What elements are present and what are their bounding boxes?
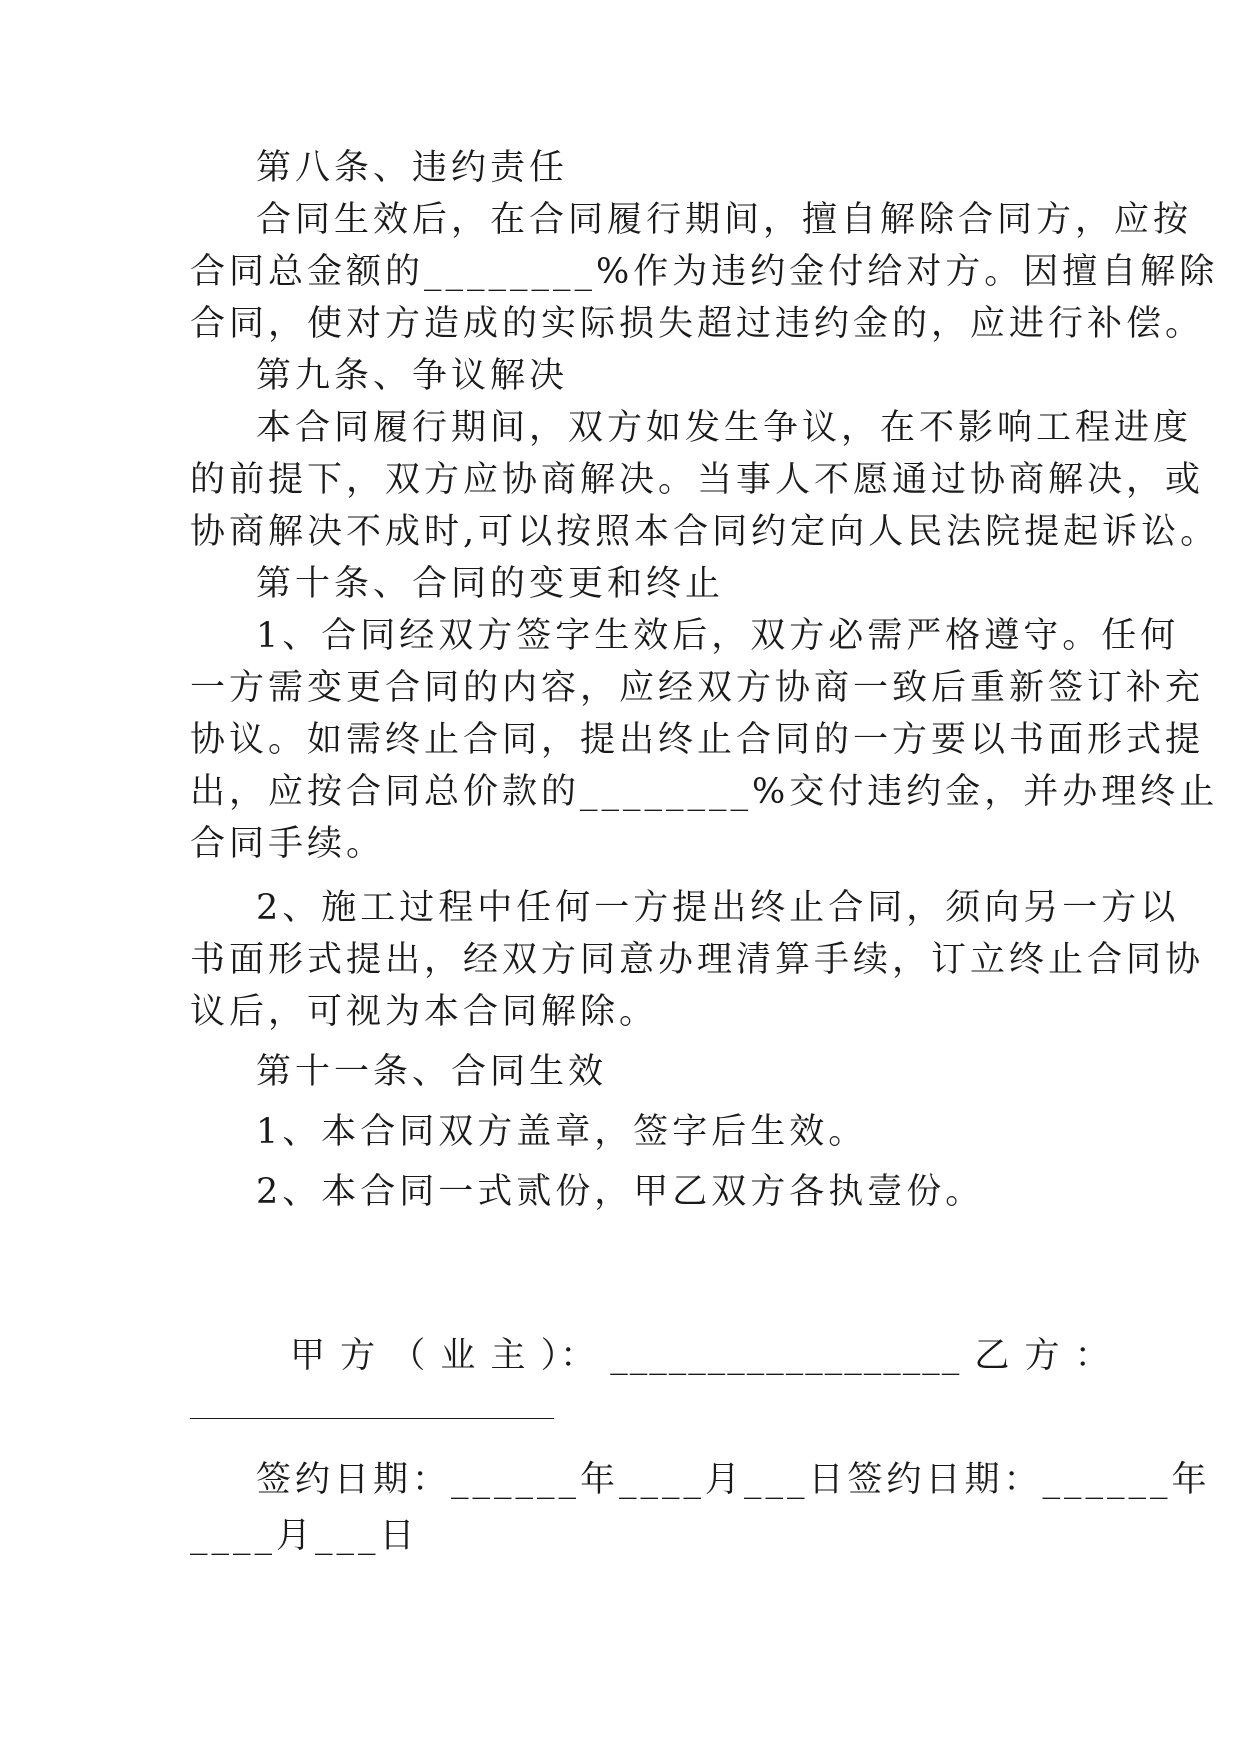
signing-date-line: 签约日期：______年____月___日签约日期：______年 xyxy=(256,1460,1211,1500)
paragraph-line: 2、本合同一式贰份，甲乙双方各执壹份。 xyxy=(256,1172,985,1212)
paragraph-line: 合同生效后，在合同履行期间，擅自解除合同方，应按 xyxy=(256,200,1193,240)
paragraph-line: 书面形式提出，经双方同意办理清算手续，订立终止合同协 xyxy=(190,940,1205,980)
article-11-heading: 第十一条、合同生效 xyxy=(256,1052,608,1092)
paragraph-line: 议后，可视为本合同解除。 xyxy=(190,992,659,1032)
paragraph-line: 协议。如需终止合同，提出终止合同的一方要以书面形式提 xyxy=(190,720,1205,760)
signature-underline xyxy=(190,1418,554,1419)
paragraph-line: 2、施工过程中任何一方提出终止合同，须向另一方以 xyxy=(256,888,1180,928)
paragraph-line: 合同，使对方造成的实际损失超过违约金的，应进行补偿。 xyxy=(190,304,1205,344)
article-8-heading: 第八条、违约责任 xyxy=(256,148,569,188)
paragraph-line: 协商解决不成时,可以按照本合同约定向人民法院提起诉讼。 xyxy=(190,512,1220,552)
paragraph-line: 合同手续。 xyxy=(190,824,386,864)
signing-date-tail: ____月___日 xyxy=(190,1516,419,1556)
paragraph-line: 1、合同经双方签字生效后，双方必需严格遵守。任何 xyxy=(256,616,1180,656)
paragraph-line: 的前提下，双方应协商解决。当事人不愿通过协商解决，或 xyxy=(190,460,1205,500)
paragraph-line: 一方需变更合同的内容，应经双方协商一致后重新签订补充 xyxy=(190,668,1205,708)
article-9-heading: 第九条、争议解决 xyxy=(256,356,569,396)
paragraph-line: 出，应按合同总价款的________%交付违约金，并办理终止 xyxy=(190,772,1219,812)
article-10-heading: 第十条、合同的变更和终止 xyxy=(256,564,725,604)
paragraph-line: 本合同履行期间，双方如发生争议，在不影响工程进度 xyxy=(256,408,1193,448)
paragraph-line: 1、本合同双方盖章，签字后生效。 xyxy=(256,1112,868,1152)
party-signature-line: 甲 方 （ 业 主 ）： __________________ 乙 方 ： xyxy=(290,1336,1112,1376)
paragraph-line: 合同总金额的________%作为违约金付给对方。因擅自解除 xyxy=(190,252,1219,292)
